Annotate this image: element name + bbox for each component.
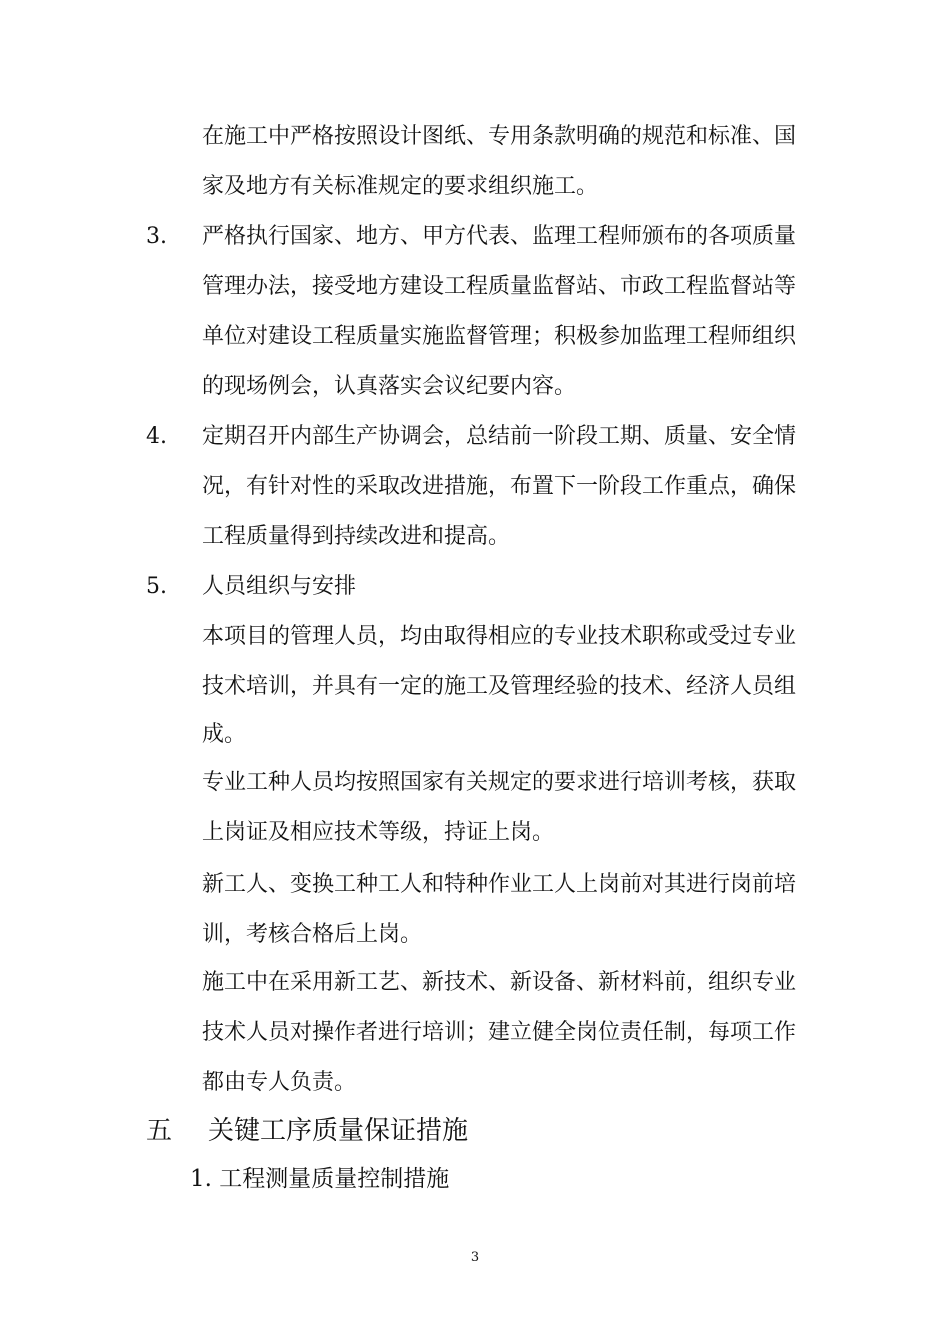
text-line: 技术人员对操作者进行培训；建立健全岗位责任制，每项工作 <box>202 1020 797 1045</box>
text-line: 上岗证及相应技术等级，持证上岗。 <box>202 820 555 845</box>
text-line: 施工中在采用新工艺、新技术、新设备、新材料前，组织专业 <box>202 970 797 995</box>
subsection-title: 1. 工程测量质量控制措施 <box>190 1166 450 1192</box>
section-number: 五 <box>146 1116 173 1146</box>
text-line: 本项目的管理人员，均由取得相应的专业技术职称或受过专业 <box>202 624 797 649</box>
list-number: 4. <box>146 424 167 449</box>
text-line: 技术培训，并具有一定的施工及管理经验的技术、经济人员组 <box>202 674 797 699</box>
list-number: 3. <box>146 224 167 249</box>
text-line: 的现场例会，认真落实会议纪要内容。 <box>202 374 577 399</box>
text-line: 新工人、变换工种工人和特种作业工人上岗前对其进行岗前培 <box>202 872 797 897</box>
text-line: 都由专人负责。 <box>202 1070 357 1095</box>
text-line: 家及地方有关标准规定的要求组织施工。 <box>202 174 599 199</box>
text-line: 管理办法，接受地方建设工程质量监督站、市政工程监督站等 <box>202 274 797 299</box>
text-line: 单位对建设工程质量实施监督管理；积极参加监理工程师组织 <box>202 324 797 349</box>
text-line: 定期召开内部生产协调会，总结前一阶段工期、质量、安全情 <box>202 424 797 449</box>
text-line: 人员组织与安排 <box>202 574 357 599</box>
text-line: 工程质量得到持续改进和提高。 <box>202 524 511 549</box>
text-line: 专业工种人员均按照国家有关规定的要求进行培训考核，获取 <box>202 770 797 795</box>
text-line: 训，考核合格后上岗。 <box>202 922 423 947</box>
text-line: 在施工中严格按照设计图纸、专用条款明确的规范和标准、国 <box>202 124 797 149</box>
text-line: 况，有针对性的采取改进措施，布置下一阶段工作重点，确保 <box>202 474 797 499</box>
page-number: 3 <box>470 1250 480 1265</box>
section-title: 关键工序质量保证措施 <box>208 1116 469 1146</box>
text-line: 严格执行国家、地方、甲方代表、监理工程师颁布的各项质量 <box>202 224 797 249</box>
text-line: 成。 <box>202 722 247 747</box>
list-number: 5. <box>146 574 167 599</box>
